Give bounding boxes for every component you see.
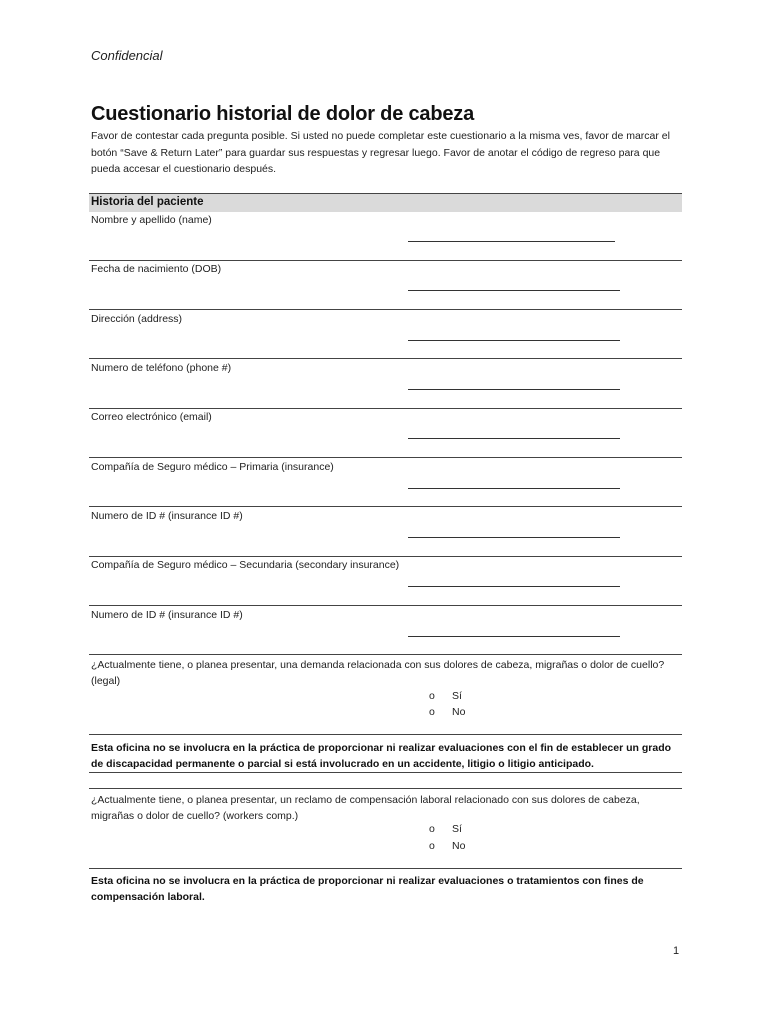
section-title: Historia del paciente — [91, 196, 204, 208]
radio-circle-icon[interactable]: o — [429, 823, 435, 835]
row-divider — [89, 654, 682, 655]
option-label: Sí — [452, 823, 462, 835]
phone-answer-line[interactable] — [408, 389, 620, 390]
option-label: Sí — [452, 690, 462, 702]
section-header — [89, 193, 682, 212]
workers-comp-notice: Esta oficina no se involucra en la práctica de proporcionar ni realizar evaluaciones o tratamientos con fines de compensación laboral. — [91, 875, 644, 903]
insurance-id-answer-line[interactable] — [408, 537, 620, 538]
field-label-email: Correo electrónico (email) — [91, 411, 212, 423]
row-divider — [89, 506, 682, 507]
legal-question: ¿Actualmente tiene, o planea presentar, una demanda relacionada con sus dolores de cabeza, migrañas o dolor de cuello? (legal) — [91, 659, 665, 687]
email-answer-line[interactable] — [408, 438, 620, 439]
secondary-insurance-id-answer-line[interactable] — [408, 636, 620, 637]
field-label-insurance-id: Numero de ID # (insurance ID #) — [91, 510, 243, 522]
row-divider — [89, 260, 682, 261]
row-divider — [89, 556, 682, 557]
intro-text: Favor de contestar cada pregunta posible. Si usted no puede completar este cuestionario a la misma ves, favor de marcar el botón “Save & Return Later” para guardar sus respuestas y regresar luego. Favor de anotar el código de regreso para que pueda accesar el cuestionario después. — [91, 130, 670, 175]
radio-circle-icon[interactable]: o — [429, 690, 435, 702]
row-divider — [89, 309, 682, 310]
confidential-header: Confidencial — [91, 48, 163, 63]
workers-option-no[interactable] — [429, 840, 465, 852]
row-divider — [89, 408, 682, 409]
legal-notice: Esta oficina no se involucra en la práctica de proporcionar ni realizar evaluaciones con el fin de establecer un grado de discapacidad permanente o parcial si está involucrado en un accidente, litigio o litigio anticipado. — [91, 742, 672, 770]
row-divider — [89, 868, 682, 869]
workers-option-yes[interactable] — [429, 823, 462, 835]
insurance-answer-line[interactable] — [408, 488, 620, 489]
secondary-insurance-answer-line[interactable] — [408, 586, 620, 587]
workers-comp-question: ¿Actualmente tiene, o planea presentar, un reclamo de compensación laboral relacionado con sus dolores de cabeza, migrañas o dolor de cuello? (workers comp.) — [91, 794, 640, 822]
field-label-name: Nombre y apellido (name) — [91, 214, 212, 226]
radio-circle-icon[interactable]: o — [429, 706, 435, 718]
field-label-phone: Numero de teléfono (phone #) — [91, 362, 232, 374]
page-number: 1 — [673, 945, 680, 957]
dob-answer-line[interactable] — [408, 290, 620, 291]
field-label-dob: Fecha de nacimiento (DOB) — [91, 263, 222, 275]
option-label: No — [452, 840, 466, 852]
legal-option-no[interactable] — [429, 706, 465, 718]
field-label-insurance: Compañía de Seguro médico – Primaria (insurance) — [91, 461, 334, 473]
field-label-secondary-insurance-id: Numero de ID # (insurance ID #) — [91, 609, 243, 621]
row-divider — [89, 772, 682, 773]
row-divider — [89, 788, 682, 789]
legal-option-yes[interactable] — [429, 690, 462, 702]
name-answer-line[interactable] — [408, 241, 615, 242]
row-divider — [89, 457, 682, 458]
row-divider — [89, 605, 682, 606]
field-label-secondary-insurance: Compañía de Seguro médico – Secundaria (secondary insurance) — [91, 559, 400, 571]
option-label: No — [452, 706, 466, 718]
radio-circle-icon[interactable]: o — [429, 840, 435, 852]
row-divider — [89, 358, 682, 359]
page-title: Cuestionario historial de dolor de cabeza — [91, 103, 474, 125]
field-label-address: Dirección (address) — [91, 313, 183, 325]
row-divider — [89, 734, 682, 735]
address-answer-line[interactable] — [408, 340, 620, 341]
